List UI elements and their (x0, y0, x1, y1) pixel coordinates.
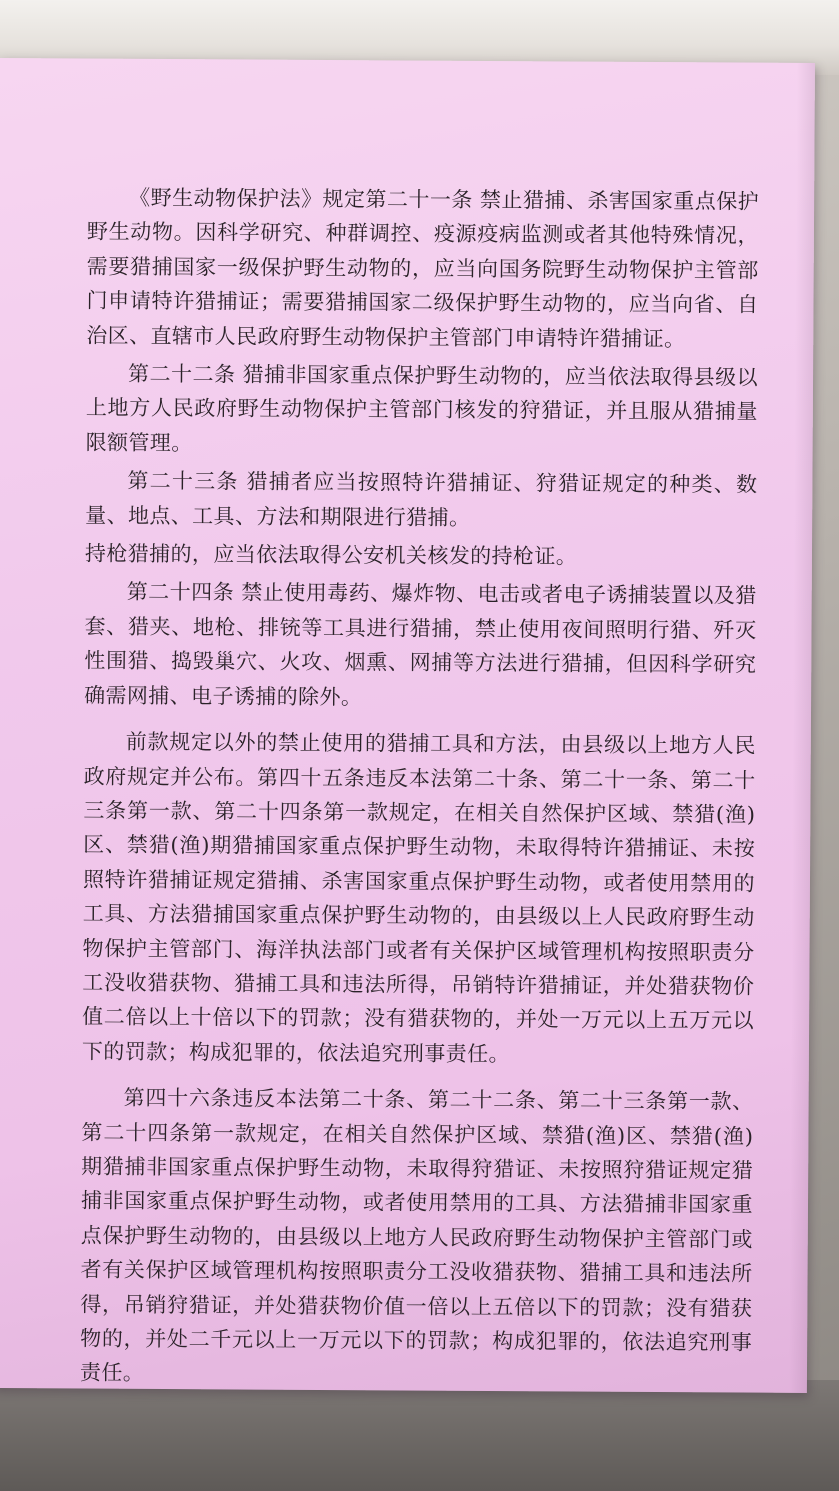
sheet-edge-shadow (789, 63, 815, 1393)
paragraph-firearm: 持枪猎捕的，应当依法取得公安机关核发的持枪证。 (84, 541, 578, 569)
paragraph-article-21: 《野生动物保护法》规定第二十一条 禁止猎捕、杀害国家重点保护野生动物。因科学研究、种群调控、疫源疫病监测或者其他特殊情况，需要猎捕国家一级保护野生动物的，应当向国务院野生动物保护主管部门申请特许猎捕证；需要猎捕国家二级保护野生动物的，应当向省、自治区、直辖市人民政府野生动物保护主管部门申请特许猎捕证。 (86, 185, 760, 351)
paragraph-article-22: 第二十二条 猎捕非国家重点保护野生动物的，应当依法取得县级以上地方人民政府野生动物保护主管部门核发的狩猎证，并且服从猎捕量限额管理。 (85, 361, 759, 456)
paragraph-article-23: 第二十三条 猎捕者应当按照特许猎捕证、狩猎证规定的种类、数量、地点、工具、方法和期限进行猎捕。 (85, 469, 758, 530)
paragraph-article-45: 前款规定以外的禁止使用的猎捕工具和方法，由县级以上地方人民政府规定并公布。第四十五条违反本法第二十条、第二十一条、第二十三条第一款、第二十四条第一款规定，在相关自然保护区域、禁猎(渔)区、禁猎(渔)期猎捕国家重点保护野生动物，未取得特许猎捕证、未按照特许猎捕证规定猎捕、杀害国家重点保护野生动物，或者使用禁用的工具、方法猎捕国家重点保护野生动物的，由县级以上人民政府野生动物保护主管部门、海洋执法部门或者有关保护区域管理机构按照职责分工没收猎获物、猎捕工具和违法所得，吊销特许猎捕证，并处猎获物价值二倍以上十倍以下的罚款；没有猎获物的，并处一万元以上五万元以下的罚款；构成犯罪的，依法追究刑事责任。 (81, 729, 756, 1066)
paragraph-article-24: 第二十四条 禁止使用毒药、爆炸物、电击或者电子诱捕装置以及猎套、猎夹、地枪、排铳等工具进行猎捕，禁止使用夜间照明行猎、歼灭性围猎、捣毁巢穴、火攻、烟熏、网捕等方法进行猎捕，但因科学研究确需网捕、电子诱捕的除外。 (84, 580, 757, 709)
paper-sheet (0, 58, 815, 1393)
paragraph-article-46: 第四十六条违反本法第二十条、第二十二条、第二十三条第一款、第二十四条第一款规定，在相关自然保护区域、禁猎(渔)区、禁猎(渔)期猎捕非国家重点保护野生动物，未取得狩猎证、未按照狩猎证规定猎捕非国家重点保护野生动物，或者使用禁用的工具、方法猎捕非国家重点保护野生动物的，由县级以上地方人民政府野生动物保护主管部门或者有关保护区域管理机构按照职责分工没收猎获物、猎捕工具和违法所得，吊销狩猎证，并处猎获物价值一倍以上五倍以下的罚款；没有猎获物的，并处二千元以上一万元以下的罚款；构成犯罪的，依法追究刑事责任。 (79, 1085, 754, 1386)
document-body (80, 181, 759, 1399)
